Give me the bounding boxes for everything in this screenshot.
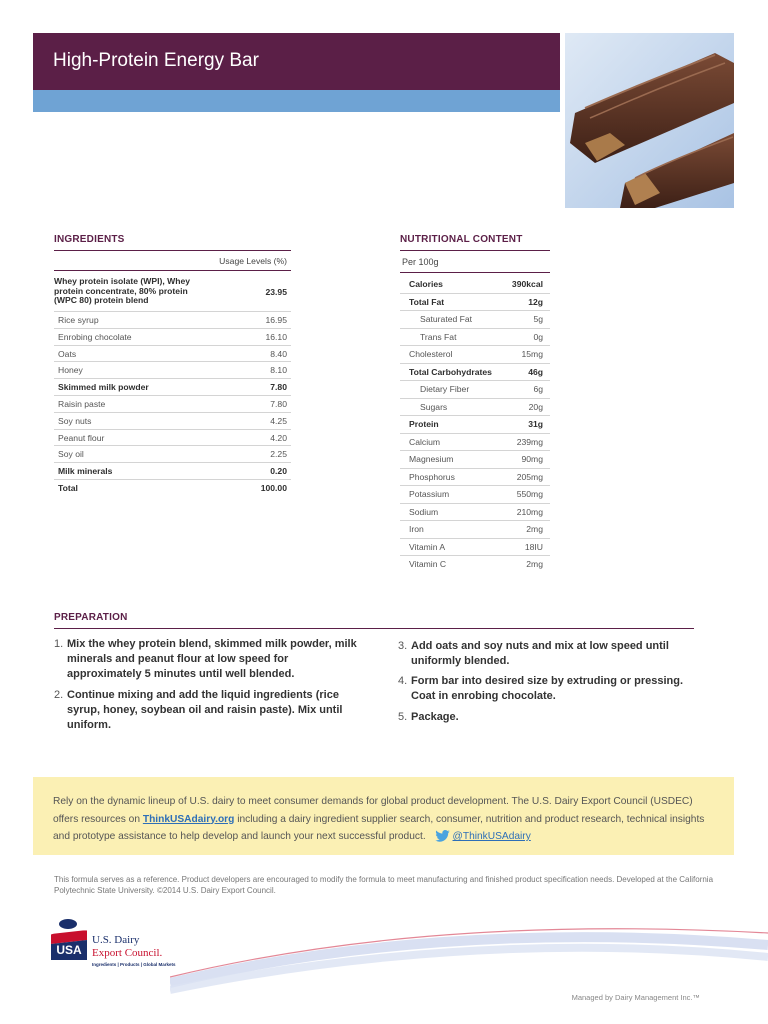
ingredient-row-whey (54, 277, 291, 312)
nutrient-value: 18IU (524, 541, 543, 552)
nutrition-row (400, 486, 550, 504)
nutrition-row (400, 434, 550, 452)
ingredient-row (54, 346, 291, 363)
preparation-rule (54, 628, 694, 629)
nutrition-row (400, 504, 550, 522)
preparation-heading: PREPARATION (54, 612, 128, 623)
nutrient-name: Vitamin A (409, 541, 446, 552)
ingredient-row (54, 413, 291, 430)
ingredient-value: 8.40 (270, 348, 287, 359)
ingredients-heading: INGREDIENTS (54, 234, 125, 245)
nutrition-row (400, 539, 550, 557)
ingredient-name: Rice syrup (58, 315, 99, 325)
ingredient-value: 2.25 (270, 449, 287, 460)
decorative-swoosh (170, 905, 768, 1005)
ingredient-value: 8.10 (270, 365, 287, 376)
nutrition-row (400, 364, 550, 382)
nutrient-value: 46g (528, 366, 543, 377)
nutrient-value: 15mg (521, 349, 543, 359)
product-photo (565, 33, 734, 208)
ingredient-row (54, 362, 291, 379)
nutrient-name: Vitamin C (409, 559, 447, 569)
ingredient-name: Skimmed milk powder (58, 382, 149, 393)
ingredient-name: Peanut flour (58, 432, 105, 443)
step-text: Form bar into desired size by extruding or pressing. Coat in enrobing chocolate. (411, 675, 683, 702)
nutrition-row (400, 451, 550, 469)
nutrient-name: Sugars (420, 401, 448, 412)
prep-step (398, 639, 698, 669)
nutrient-name: Calories (409, 279, 443, 289)
nutrition-row (400, 294, 550, 312)
nutrition-row (400, 346, 550, 364)
ingredient-name: Total (58, 483, 78, 493)
nutrient-value: 390kcal (511, 279, 543, 289)
nutrition-row (400, 276, 550, 294)
nutrient-value: 205mg (516, 471, 543, 482)
ingredients-rule (54, 250, 291, 251)
prep-step (54, 637, 364, 682)
promo-box (33, 777, 734, 855)
step-text: Continue mixing and add the liquid ingredients (rice syrup, honey, soybean oil and raisin paste). Mix until uniform. (67, 689, 343, 731)
logo-line2: Export Council. (92, 947, 163, 959)
ingredient-row (54, 430, 291, 447)
nutrition-rule (400, 250, 550, 251)
ingredients-header-rule (54, 270, 291, 271)
nutrient-name: Total Fat (409, 296, 445, 307)
twitter-handle-link[interactable]: @ThinkUSAdairy (452, 831, 531, 842)
disclaimer-text: This formula serves as a reference. Product developers are encouraged to modify the formula to meet manufacturing and finished product specification needs. Developed at the California Polytechnic State University. ©2014 U.S. Dairy Export Council. (54, 875, 714, 895)
ingredient-value: 7.80 (270, 399, 287, 409)
ingredient-row (54, 379, 291, 396)
nutrient-value: 550mg (516, 489, 543, 499)
logo-line1: U.S. Dairy (92, 934, 140, 946)
prep-step (398, 710, 698, 725)
nutrient-name: Protein (409, 419, 439, 429)
nutrient-value: 20g (528, 401, 543, 412)
nutrient-value: 6g (533, 384, 543, 394)
nutrient-name: Dietary Fiber (420, 384, 470, 394)
ingredient-row (54, 312, 291, 329)
nutrient-value: 210mg (516, 506, 543, 517)
step-text: Add oats and soy nuts and mix at low speed until uniformly blended. (411, 640, 669, 667)
nutrition-row (400, 329, 550, 347)
logo-usa-text: USA (56, 943, 82, 957)
nutrient-value: 239mg (516, 436, 543, 447)
ingredient-name: Soy nuts (58, 415, 92, 426)
nutrition-row (400, 469, 550, 487)
step-text: Package. (411, 711, 459, 723)
ingredient-name: Oats (58, 348, 77, 359)
ingredient-row (54, 480, 291, 496)
ingredient-value: 23.95 (265, 287, 287, 297)
nutrient-name: Total Carbohydrates (409, 366, 492, 377)
header-bar (33, 33, 560, 90)
ingredient-name: Soy oil (58, 449, 84, 460)
ingredient-value: 4.20 (270, 432, 287, 443)
nutrient-value: 12g (528, 296, 543, 307)
prep-step (54, 688, 364, 733)
ingredient-name: Enrobing chocolate (58, 331, 132, 342)
nutrient-name: Potassium (409, 489, 450, 499)
nutrient-name: Sodium (409, 506, 439, 517)
nutrient-value: 31g (528, 419, 543, 429)
ingredient-row (54, 396, 291, 413)
nutrition-row (400, 556, 550, 573)
nutrient-value: 5g (533, 314, 543, 324)
nutrient-value: 0g (533, 331, 543, 342)
ingredient-value: 4.25 (270, 415, 287, 426)
promo-text: Rely on the dynamic lineup of U.S. dairy to meet consumer demands for global product development. The U.S. Dairy Export Council (USDEC) offers resources on ThinkUSAdairy.org including a dairy ingredient supplier search, consumer, nutrition and product research, technical insights and prototype assistance to help develop and launch your next successful product. @ThinkUSAdairy (53, 793, 713, 849)
nutrition-row (400, 521, 550, 539)
ingredient-value: 0.20 (270, 466, 287, 477)
managed-by-text: Managed by Dairy Management Inc.™ (571, 993, 700, 1002)
nutrient-name: Magnesium (409, 454, 454, 464)
ingredient-value: 7.80 (270, 382, 287, 393)
page-title: High-Protein Energy Bar (53, 50, 259, 71)
ingredient-value: 16.95 (265, 315, 287, 325)
step-text: Mix the whey protein blend, skimmed milk powder, milk minerals and peanut flour at low speed for approximately 5 minutes until well blended. (67, 638, 357, 680)
nutrient-name: Phosphorus (409, 471, 455, 482)
nutrient-name: Trans Fat (420, 331, 457, 342)
step-number: 1. (54, 638, 64, 650)
ingredient-name: Honey (58, 365, 83, 376)
nutrient-name: Calcium (409, 436, 441, 447)
step-number: 2. (54, 689, 64, 701)
step-number: 5. (398, 711, 408, 723)
nutrient-value: 90mg (521, 454, 543, 464)
thinkusadairy-link[interactable]: ThinkUSAdairy.org (142, 813, 235, 825)
nutrient-value: 2mg (526, 524, 543, 534)
ingredient-row (54, 463, 291, 480)
nutrition-heading: NUTRITIONAL CONTENT (400, 234, 523, 245)
step-number: 4. (398, 675, 408, 687)
ingredient-row (54, 329, 291, 346)
nutrition-row (400, 381, 550, 399)
nutrient-name: Saturated Fat (420, 314, 473, 324)
ingredient-row (54, 446, 291, 463)
logo-tagline: Ingredients | Products | Global Markets (92, 962, 176, 967)
usage-levels-header: Usage Levels (%) (219, 256, 287, 266)
nutrient-name: Cholesterol (409, 349, 453, 359)
per-100g-label: Per 100g (402, 257, 439, 267)
nutrient-value: 2mg (526, 559, 543, 569)
nutrition-row (400, 416, 550, 434)
nutrition-header-rule (400, 272, 550, 273)
ingredient-name: Milk minerals (58, 466, 113, 477)
ingredient-value: 100.00 (260, 483, 287, 493)
ingredient-value: 16.10 (265, 331, 287, 342)
ingredient-name: Raisin paste (58, 399, 106, 409)
nutrient-name: Iron (409, 524, 424, 534)
nutrition-row (400, 311, 550, 329)
twitter-icon (435, 830, 450, 849)
nutrition-row (400, 399, 550, 417)
accent-bar (33, 90, 560, 112)
step-number: 3. (398, 640, 408, 652)
prep-step (398, 674, 698, 704)
ingredient-name: Whey protein isolate (WPI), Whey protein concentrate, 80% protein (WPC 80) protein blend (54, 276, 191, 305)
